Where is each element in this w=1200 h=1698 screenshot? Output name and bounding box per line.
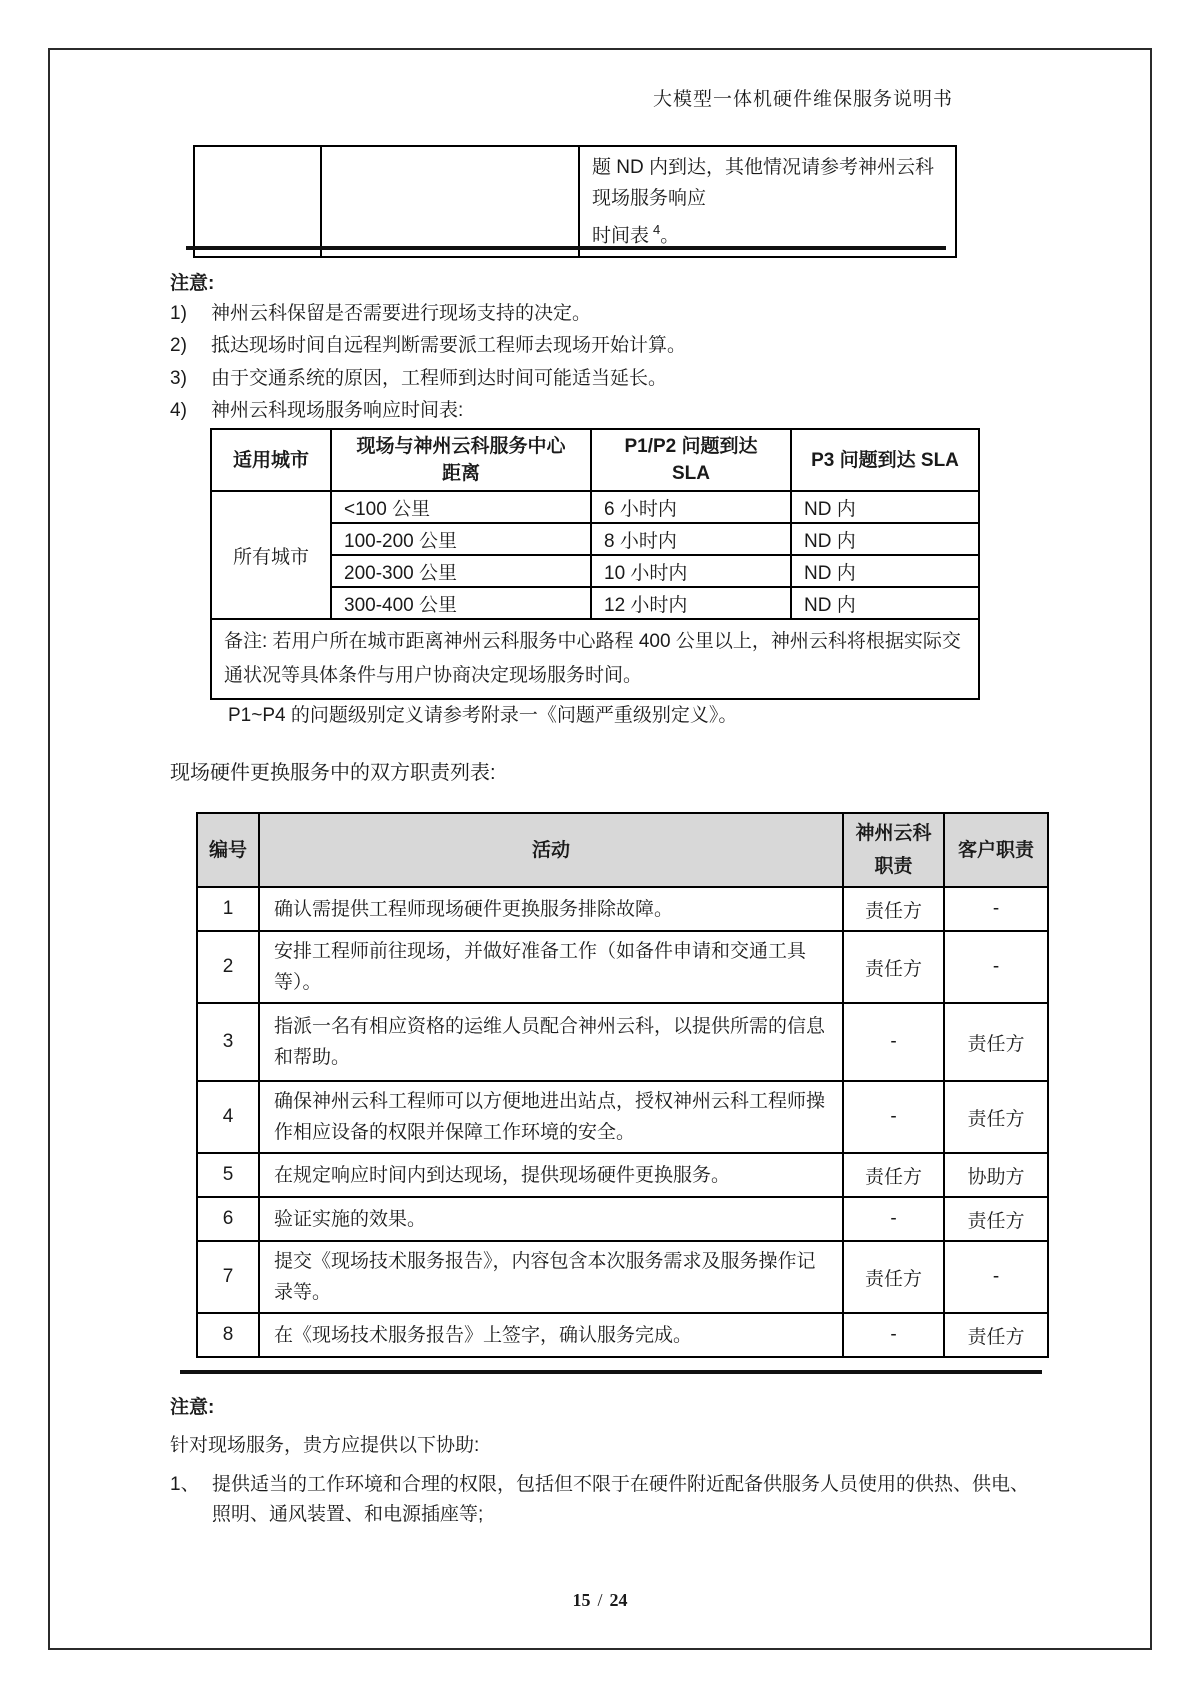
cell-p1p2-2: 8 小时内: [591, 523, 791, 555]
responsibility-row-2: [197, 931, 1048, 1003]
cell-customer-8: 责任方: [944, 1313, 1048, 1357]
cell-customer-7: -: [944, 1241, 1048, 1313]
response-remark-row: [211, 619, 979, 699]
th-distance: [331, 429, 591, 491]
cell-activity-8: 在《现场技术服务报告》上签字，确认服务完成。: [259, 1313, 843, 1357]
cell-no-5: 5: [197, 1153, 259, 1197]
p1p4-definition-note: P1~P4 的问题级别定义请参考附录一《问题严重级别定义》。: [228, 705, 738, 726]
section-heading: 现场硬件更换服务中的双方职责列表:: [170, 762, 496, 784]
note-item-1-text: 神州云科保留是否需要进行现场支持的决定。: [211, 303, 592, 324]
cell-p3-1: ND 内: [791, 491, 979, 523]
cell-dck-6: -: [843, 1197, 944, 1241]
footer-separator: /: [597, 1590, 603, 1610]
note-item-1: [170, 303, 591, 325]
continuation-row: [194, 146, 956, 257]
th-distance-line2: 距离: [441, 463, 480, 484]
cell-city-all: 所有城市: [211, 491, 331, 619]
cell-no-4: 4: [197, 1081, 259, 1153]
cell-no-1: 1: [197, 887, 259, 931]
cell-dck-8: -: [843, 1313, 944, 1357]
th-applicable-city: 适用城市: [211, 429, 331, 491]
note-item-2-text: 抵达现场时间自远程判断需要派工程师去现场开始计算。: [211, 335, 687, 356]
cell-no-8: 8: [197, 1313, 259, 1357]
th-customer-duty: 客户职责: [944, 813, 1048, 887]
cell-activity-6: 验证实施的效果。: [259, 1197, 843, 1241]
cell-dck-3: -: [843, 1003, 944, 1081]
continuation-line2-text: 时间表: [592, 225, 650, 247]
assist-item-1-number: 1、: [170, 1474, 200, 1495]
cell-customer-5: 协助方: [944, 1153, 1048, 1197]
continuation-table: [193, 145, 957, 258]
responsibility-row-4: [197, 1081, 1048, 1153]
remark-cell: 备注: 若用户所在城市距离神州云科服务中心路程 400 公里以上，神州云科将根据实际交通状况等具体条件与用户协商决定现场服务时间。: [211, 619, 979, 699]
notes-bottom-intro: 针对现场服务，贵方应提供以下协助:: [170, 1435, 480, 1456]
responsibility-row-7: [197, 1241, 1048, 1313]
cell-customer-4: 责任方: [944, 1081, 1048, 1153]
cell-p3-2: ND 内: [791, 523, 979, 555]
responsibilities-header-row: [197, 813, 1048, 887]
cell-customer-3: 责任方: [944, 1003, 1048, 1081]
cell-activity-1: 确认需提供工程师现场硬件更换服务排除故障。: [259, 887, 843, 931]
cell-dck-2: 责任方: [843, 931, 944, 1003]
notes-bottom-label: 注意:: [170, 1397, 215, 1418]
cell-dck-7: 责任方: [843, 1241, 944, 1313]
footer-page-number: 15: [572, 1590, 591, 1610]
th-p1p2-line1: P1/P2 问题到达: [624, 436, 758, 457]
responsibility-row-6: [197, 1197, 1048, 1241]
cell-distance-3: 200-300 公里: [331, 555, 591, 587]
cell-p1p2-4: 12 小时内: [591, 587, 791, 619]
th-dck-duty-line2: 职责: [874, 856, 913, 877]
cell-dck-4: -: [843, 1081, 944, 1153]
cell-dck-5: 责任方: [843, 1153, 944, 1197]
th-distance-line1: 现场与神州云科服务中心: [356, 436, 566, 457]
cell-activity-2: 安排工程师前往现场，并做好准备工作（如备件申请和交通工具等）。: [259, 931, 843, 1003]
responsibility-row-5: [197, 1153, 1048, 1197]
cell-no-6: 6: [197, 1197, 259, 1241]
note-item-4-text: 神州云科现场服务响应时间表:: [211, 400, 464, 421]
note-item-2: [170, 335, 686, 357]
continuation-line2-period: 。: [660, 225, 680, 247]
note-item-3-text: 由于交通系统的原因，工程师到达时间可能适当延长。: [211, 368, 668, 389]
assist-item-1-text: 提供适当的工作环境和合理的权限，包括但不限于在硬件附近配备供服务人员使用的供热、供电、照明、通风装置、和电源插座等;: [212, 1474, 1030, 1525]
continuation-text-line1: 题 ND 内到达，其他情况请参考神州云科现场服务响应: [592, 157, 935, 209]
th-no: 编号: [197, 813, 259, 887]
cell-no-3: 3: [197, 1003, 259, 1081]
cell-p1p2-1: 6 小时内: [591, 491, 791, 523]
responsibility-row-8: [197, 1313, 1048, 1357]
section-divider-bottom: [180, 1370, 1042, 1374]
response-row-1: [211, 491, 979, 523]
cell-distance-1: <100 公里: [331, 491, 591, 523]
continuation-cell-empty-2: [321, 146, 579, 257]
footer-total-pages: 24: [609, 1590, 628, 1610]
th-p1p2-line2: SLA: [672, 463, 710, 484]
responsibility-row-3: [197, 1003, 1048, 1081]
note-item-4: [170, 400, 463, 422]
continuation-cell-text: [579, 146, 956, 257]
cell-dck-1: 责任方: [843, 887, 944, 931]
page-footer: [0, 1590, 1200, 1611]
note-item-3-number: 3): [170, 368, 187, 389]
assist-item-1: [170, 1470, 1036, 1530]
cell-activity-7: 提交《现场技术服务报告》，内容包含本次服务需求及服务操作记录等。: [259, 1241, 843, 1313]
th-dck-duty-line1: 神州云科: [855, 823, 932, 844]
cell-no-7: 7: [197, 1241, 259, 1313]
cell-customer-2: -: [944, 931, 1048, 1003]
cell-customer-1: -: [944, 887, 1048, 931]
footnote-ref: 4: [653, 222, 661, 237]
responsibility-row-1: [197, 887, 1048, 931]
cell-customer-6: 责任方: [944, 1197, 1048, 1241]
cell-distance-2: 100-200 公里: [331, 523, 591, 555]
note-item-3: [170, 368, 667, 390]
th-p3-sla: P3 问题到达 SLA: [791, 429, 979, 491]
th-activity: 活动: [259, 813, 843, 887]
cell-activity-3: 指派一名有相应资格的运维人员配合神州云科，以提供所需的信息和帮助。: [259, 1003, 843, 1081]
cell-no-2: 2: [197, 931, 259, 1003]
cell-distance-4: 300-400 公里: [331, 587, 591, 619]
th-p1p2-sla: [591, 429, 791, 491]
notes-top-label: 注意:: [170, 273, 215, 294]
cell-activity-4: 确保神州云科工程师可以方便地进出站点，授权神州云科工程师操作相应设备的权限并保障工作环境的安全。: [259, 1081, 843, 1153]
continuation-cell-empty-1: [194, 146, 321, 257]
response-time-table: [210, 428, 980, 700]
cell-p3-4: ND 内: [791, 587, 979, 619]
cell-p1p2-3: 10 小时内: [591, 555, 791, 587]
section-divider-top: [186, 246, 946, 250]
note-item-1-number: 1): [170, 303, 187, 324]
responsibilities-table: [196, 812, 1049, 1358]
cell-activity-5: 在规定响应时间内到达现场，提供现场硬件更换服务。: [259, 1153, 843, 1197]
cell-p3-3: ND 内: [791, 555, 979, 587]
note-item-2-number: 2): [170, 335, 187, 356]
response-table-header-row: [211, 429, 979, 491]
note-item-4-number: 4): [170, 400, 187, 421]
th-dck-duty: [843, 813, 944, 887]
document-header-title: 大模型一体机硬件维保服务说明书: [652, 89, 953, 110]
